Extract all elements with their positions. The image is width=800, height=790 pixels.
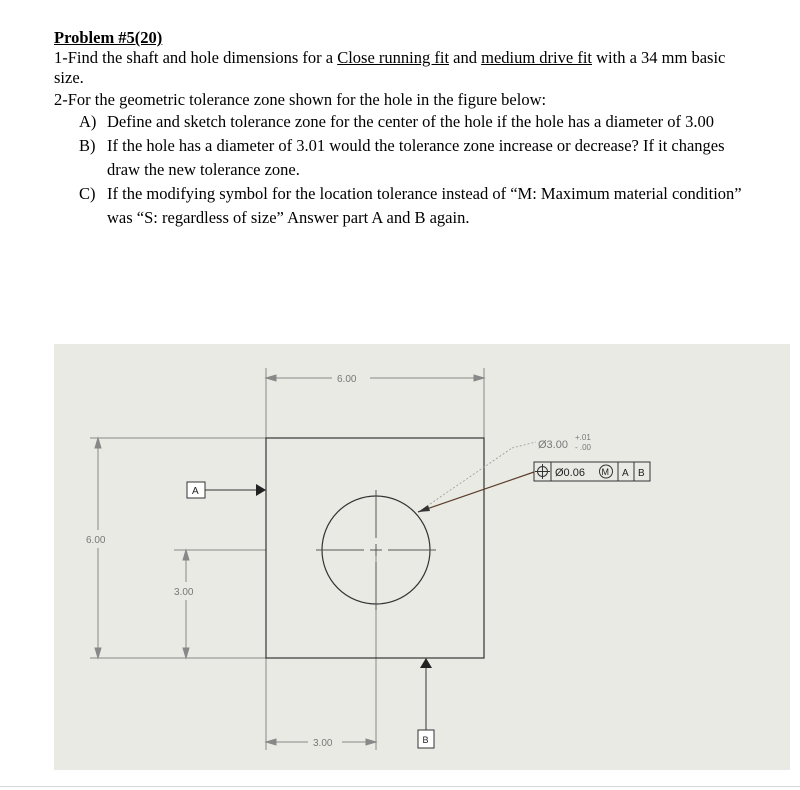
- hole-leader: [418, 442, 536, 512]
- page-divider: [0, 786, 800, 787]
- question-1: [54, 48, 754, 88]
- part-b-label: B): [79, 136, 96, 155]
- part-outline: [266, 438, 484, 658]
- question-2: 2-For the geometric tolerance zone shown for the hole in the figure below:: [54, 90, 547, 109]
- fcf-datum-a: A: [622, 468, 629, 479]
- dim-left-label: 6.00: [86, 535, 106, 546]
- hole-diameter: Ø3.00: [538, 439, 568, 451]
- part-b-text: If the hole has a diameter of 3.01 would the tolerance zone increase or decrease? If it changes draw the new tolerance zone.: [107, 136, 725, 179]
- hole-tol-upper: +.01: [575, 433, 591, 442]
- top-dimension: [266, 368, 484, 448]
- left-dimension: [90, 438, 266, 658]
- datum-a-symbol: [187, 482, 266, 498]
- dim-inner-left-label: 3.00: [174, 587, 194, 598]
- close-running-fit: Close running fit: [337, 48, 450, 67]
- part-c: [54, 182, 754, 230]
- part-a-text: Define and sketch tolerance zone for the center of the hole if the hole has a diameter of 3.00: [107, 112, 715, 131]
- feature-control-frame: [534, 462, 650, 481]
- dim-bottom-label: 3.00: [313, 738, 333, 749]
- datum-b-symbol: [418, 658, 434, 748]
- bottom-dimension: [266, 550, 376, 750]
- part-c-text: If the modifying symbol for the location tolerance instead of “M: Maximum material condition” was “S: regardless of size” Answer part A and B again.: [107, 184, 742, 227]
- drawing-svg: [54, 344, 790, 770]
- part-a-label: A): [79, 112, 97, 131]
- dim-top-label: 6.00: [337, 374, 357, 385]
- fcf-modifier: M: [601, 467, 609, 477]
- part-a: [54, 110, 754, 134]
- part-c-label: C): [79, 184, 96, 203]
- engineering-drawing: [54, 344, 790, 770]
- sub-questions: [54, 110, 754, 230]
- problem-text: [54, 28, 754, 230]
- datum-b-label: B: [422, 735, 429, 745]
- q1-mid: and: [449, 48, 482, 67]
- fcf-tolerance: Ø0.06: [555, 467, 585, 479]
- hole-centerlines: [316, 490, 436, 610]
- fcf-datum-b: B: [638, 468, 645, 479]
- medium-drive-fit: medium drive fit: [481, 48, 593, 67]
- problem-title: Problem #5(20): [54, 28, 163, 47]
- inner-left-dimension: [174, 550, 266, 658]
- datum-a-label: A: [192, 486, 199, 497]
- hole-tol-lower: - .00: [575, 443, 592, 452]
- q1-prefix: 1-Find the shaft and hole dimensions for a: [54, 48, 338, 67]
- part-b: [54, 134, 754, 182]
- q1-suffix: with a 34 mm basic size.: [54, 48, 726, 87]
